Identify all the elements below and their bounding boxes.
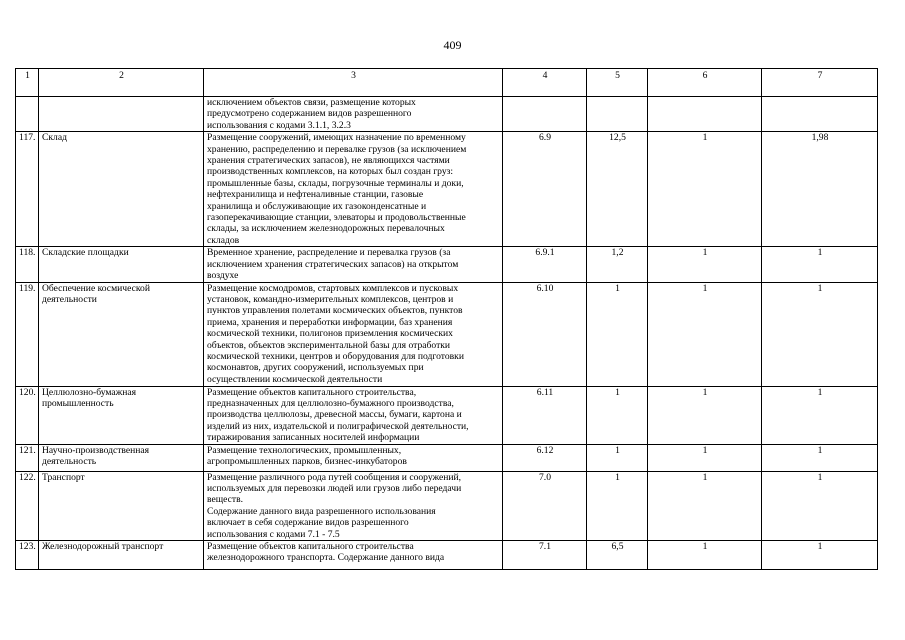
use-type-name: Научно-производственная деятельность	[39, 444, 204, 471]
description-line: включает в себя содержание видов разрешенного	[207, 517, 409, 529]
value-col5: 1,2	[587, 247, 648, 282]
use-type-description	[204, 97, 503, 132]
description-line: исключением хранения стратегических запасов) на открытом	[207, 258, 459, 270]
description-line: нефтехранилища и нефтеналивные станции, газовые	[207, 189, 424, 201]
use-type-code	[503, 97, 587, 132]
value-col7: 1	[762, 386, 878, 444]
value-col7: 1	[762, 247, 878, 282]
description-line: предусмотрено содержанием видов разрешенного	[207, 108, 412, 120]
use-type-name: Железнодорожный транспорт	[39, 540, 204, 569]
description-line: газоперекачивающие станции, элеваторы и продовольственные	[207, 212, 466, 224]
row-number: 118.	[16, 247, 39, 282]
value-col5: 12,5	[587, 132, 648, 247]
description-line: использования с кодами 7.1 - 7.5	[207, 528, 340, 540]
use-type-description	[204, 247, 503, 282]
table-row	[16, 386, 878, 444]
description-line: агропромышленных парков, бизнес-инкубаторов	[207, 455, 407, 467]
description-line: предназначенных для целлюлозно-бумажного производства,	[207, 397, 454, 409]
value-col7: 1	[762, 444, 878, 471]
use-type-description	[204, 540, 503, 569]
use-type-name: Транспорт	[39, 471, 204, 540]
description-line: склады, за исключением железнодорожных перевалочных	[207, 223, 445, 235]
use-type-name: Целлюлозно-бумажная промышленность	[39, 386, 204, 444]
column-header: 3	[204, 69, 503, 97]
use-type-description	[204, 132, 503, 247]
description-line: осуществлении космической деятельности	[207, 373, 383, 385]
row-number: 123.	[16, 540, 39, 569]
land-use-table	[15, 68, 878, 570]
value-col6: 1	[648, 247, 762, 282]
description-line: веществ.	[207, 494, 243, 506]
value-col6: 1	[648, 132, 762, 247]
description-line: хранилища и обслуживающие их газоконденсатные и	[207, 200, 427, 212]
use-type-description	[204, 282, 503, 386]
description-line: космонавтов, других сооружений, используемых при	[207, 362, 424, 374]
description-line: исключением объектов связи, размещение которых	[207, 97, 416, 108]
value-col5	[587, 97, 648, 132]
row-number: 121.	[16, 444, 39, 471]
use-type-name	[39, 97, 204, 132]
column-header: 1	[16, 69, 39, 97]
table-row	[16, 540, 878, 569]
description-line: тиражирования записанных носителей информации	[207, 432, 420, 444]
column-header: 4	[503, 69, 587, 97]
description-line: космической техники, полигонов приземления космических	[207, 328, 453, 340]
description-line: приема, хранения и переработки информации, баз хранения	[207, 316, 453, 328]
value-col7: 1	[762, 471, 878, 540]
description-line: объектов, объектов экспериментальной базы для отработки	[207, 339, 451, 351]
value-col7: 1,98	[762, 132, 878, 247]
value-col6: 1	[648, 444, 762, 471]
use-type-description	[204, 444, 503, 471]
description-line: промышленные базы, склады, погрузочные терминалы и доки,	[207, 177, 464, 189]
row-number: 120.	[16, 386, 39, 444]
value-col5: 1	[587, 282, 648, 386]
description-line: Содержание данного вида разрешенного использования	[207, 505, 436, 517]
value-col7: 1	[762, 282, 878, 386]
column-number-header-row	[16, 69, 878, 97]
description-line: хранению, распределению и перевалке грузов (за исключением	[207, 143, 467, 155]
value-col7	[762, 97, 878, 132]
description-line: установок, командно-измерительных комплексов, центров и	[207, 293, 454, 305]
value-col6: 1	[648, 386, 762, 444]
description-line: Размещение космодромов, стартовых комплексов и пусковых	[207, 282, 459, 294]
description-line: воздухе	[207, 270, 239, 282]
row-number: 117.	[16, 132, 39, 247]
column-header: 7	[762, 69, 878, 97]
description-line: Временное хранение, распределение и перевалка грузов (за	[207, 247, 451, 259]
column-header: 6	[648, 69, 762, 97]
use-type-name: Склад	[39, 132, 204, 247]
value-col6: 1	[648, 540, 762, 569]
use-type-code: 7.0	[503, 471, 587, 540]
description-line: использования с кодами 3.1.1, 3.2.3	[207, 119, 351, 131]
use-type-code: 6.11	[503, 386, 587, 444]
value-col6	[648, 97, 762, 132]
use-type-name: Складские площадки	[39, 247, 204, 282]
description-line: Размещение объектов капитального строительства	[207, 540, 414, 552]
page-number: 409	[443, 38, 462, 52]
use-type-name: Обеспечение космической деятельности	[39, 282, 204, 386]
table-row	[16, 282, 878, 386]
description-line: Размещение различного рода путей сообщения и сооружений,	[207, 471, 462, 483]
use-type-code: 6.10	[503, 282, 587, 386]
description-line: производственных комплексов, на которых был создан груз:	[207, 166, 454, 178]
column-header: 2	[39, 69, 204, 97]
value-col5: 1	[587, 444, 648, 471]
description-line: используемых для перевозки людей или грузов либо передачи	[207, 482, 462, 494]
description-line: Размещение сооружений, имеющих назначение по временному	[207, 132, 466, 144]
table-row	[16, 444, 878, 471]
use-type-description	[204, 386, 503, 444]
description-line: производства целлюлозы, древесной массы, бумаги, картона и	[207, 409, 462, 421]
value-col5: 1	[587, 471, 648, 540]
description-line: железнодорожного транспорта. Содержание данного вида	[207, 552, 445, 564]
column-header: 5	[587, 69, 648, 97]
description-line: космической техники, центров и оборудования для подготовки	[207, 350, 464, 362]
description-line: Размещение технологических, промышленных,	[207, 444, 402, 456]
description-line: хранения стратегических запасов), не являющихся частями	[207, 155, 450, 167]
description-line: складов	[207, 234, 240, 246]
continuation-row	[16, 97, 878, 132]
value-col5: 1	[587, 386, 648, 444]
table-row	[16, 247, 878, 282]
value-col5: 6,5	[587, 540, 648, 569]
row-number: 119.	[16, 282, 39, 386]
table-row	[16, 132, 878, 247]
use-type-code: 6.12	[503, 444, 587, 471]
use-type-code: 6.9.1	[503, 247, 587, 282]
description-line: пунктов управления полетами космических объектов, пунктов	[207, 305, 463, 317]
row-number	[16, 97, 39, 132]
row-number: 122.	[16, 471, 39, 540]
description-line: изделий из них, издательской и полиграфической деятельности,	[207, 420, 469, 432]
table-row	[16, 471, 878, 540]
value-col6: 1	[648, 282, 762, 386]
description-line: Размещение объектов капитального строительства,	[207, 386, 417, 398]
value-col7: 1	[762, 540, 878, 569]
use-type-description	[204, 471, 503, 540]
use-type-code: 7.1	[503, 540, 587, 569]
use-type-code: 6.9	[503, 132, 587, 247]
value-col6: 1	[648, 471, 762, 540]
